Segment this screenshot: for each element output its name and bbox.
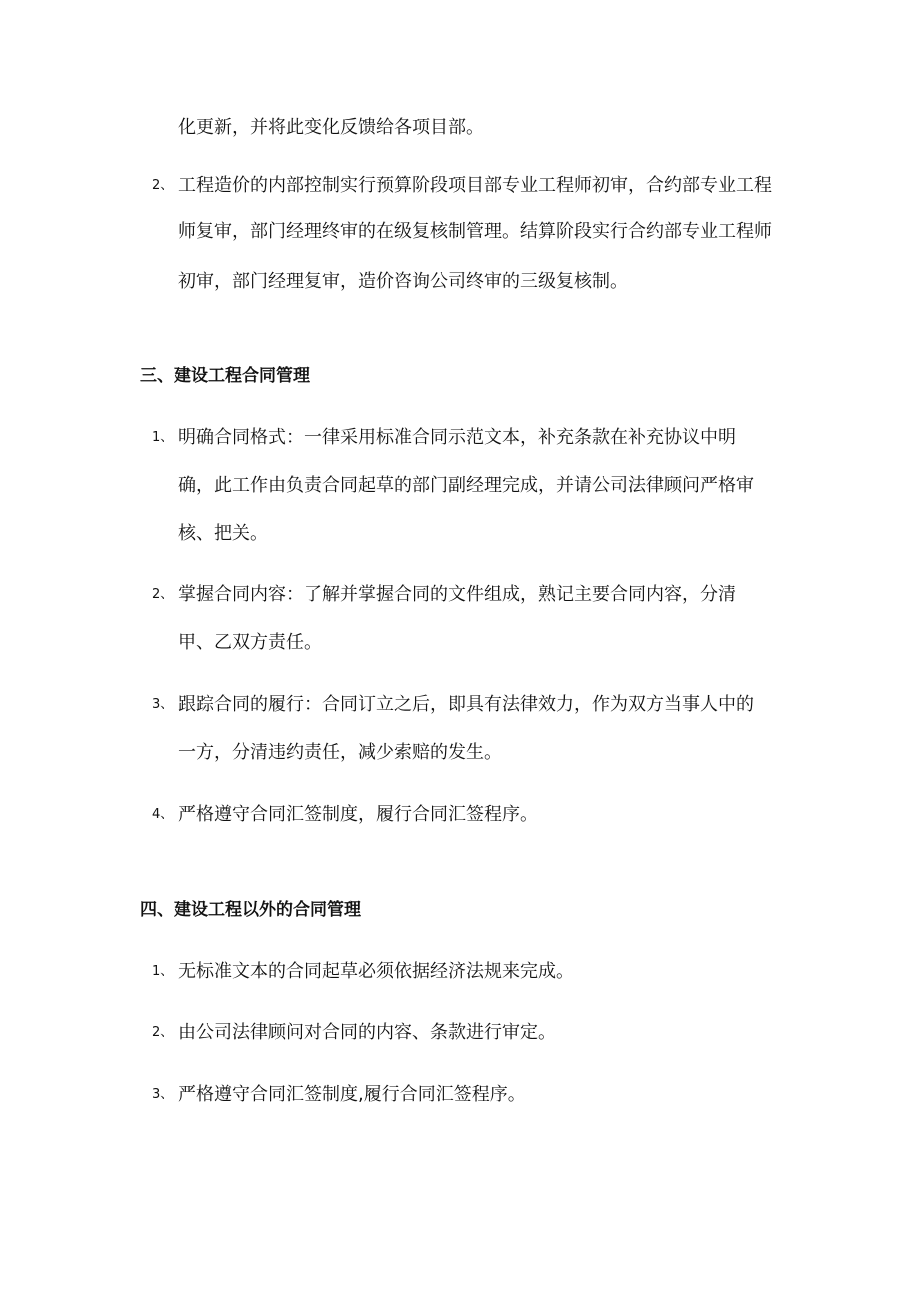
section-heading: 三、建设工程合同管理	[140, 366, 310, 386]
list-item-number: 1、	[152, 430, 174, 445]
list-item-text: 跟踪合同的履行：合同订立之后，即具有法律效力，作为双方当事人中的	[178, 694, 754, 715]
list-item-number: 3、	[152, 1087, 174, 1102]
list-item-text: 由公司法律顾问对合同的内容、条款进行审定。	[178, 1022, 556, 1043]
continuation-line: 化更新，并将此变化反馈给各项目部。	[178, 117, 484, 138]
list-item-text: 师复审，部门经理终审的在级复核制管理。结算阶段实行合约部专业工程师	[178, 221, 772, 242]
list-item-number: 2、	[152, 587, 174, 602]
list-item-text: 掌握合同内容：了解并掌握合同的文件组成，熟记主要合同内容，分清	[178, 584, 736, 605]
list-item-number: 2、	[152, 178, 174, 193]
list-item-number: 1、	[152, 964, 174, 979]
list-item-text: 一方，分清违约责任，减少索赔的发生。	[178, 742, 502, 763]
list-item-text: 工程造价的内部控制实行预算阶段项目部专业工程师初审，合约部专业工程	[178, 175, 772, 196]
list-item-number: 3、	[152, 697, 174, 712]
section-heading: 四、建设工程以外的合同管理	[140, 900, 361, 920]
list-item-number: 2、	[152, 1025, 174, 1040]
list-item-text: 无标准文本的合同起草必须依据经济法规来完成。	[178, 961, 574, 982]
list-item-text: 明确合同格式：一律采用标准合同示范文本，补充条款在补充协议中明	[178, 427, 736, 448]
list-item-text: 甲、乙双方责任。	[178, 632, 322, 653]
list-item-text: 初审，部门经理复审，造价咨询公司终审的三级复核制。	[178, 271, 628, 292]
list-item-text: 确，此工作由负责合同起草的部门副经理完成，并请公司法律顾问严格审	[178, 475, 754, 496]
list-item-text: 严格遵守合同汇签制度，履行合同汇签程序。	[178, 804, 538, 825]
list-item-text: 严格遵守合同汇签制度,履行合同汇签程序。	[178, 1084, 526, 1105]
list-item-text: 核、把关。	[178, 523, 268, 544]
list-item-number: 4、	[152, 807, 174, 822]
